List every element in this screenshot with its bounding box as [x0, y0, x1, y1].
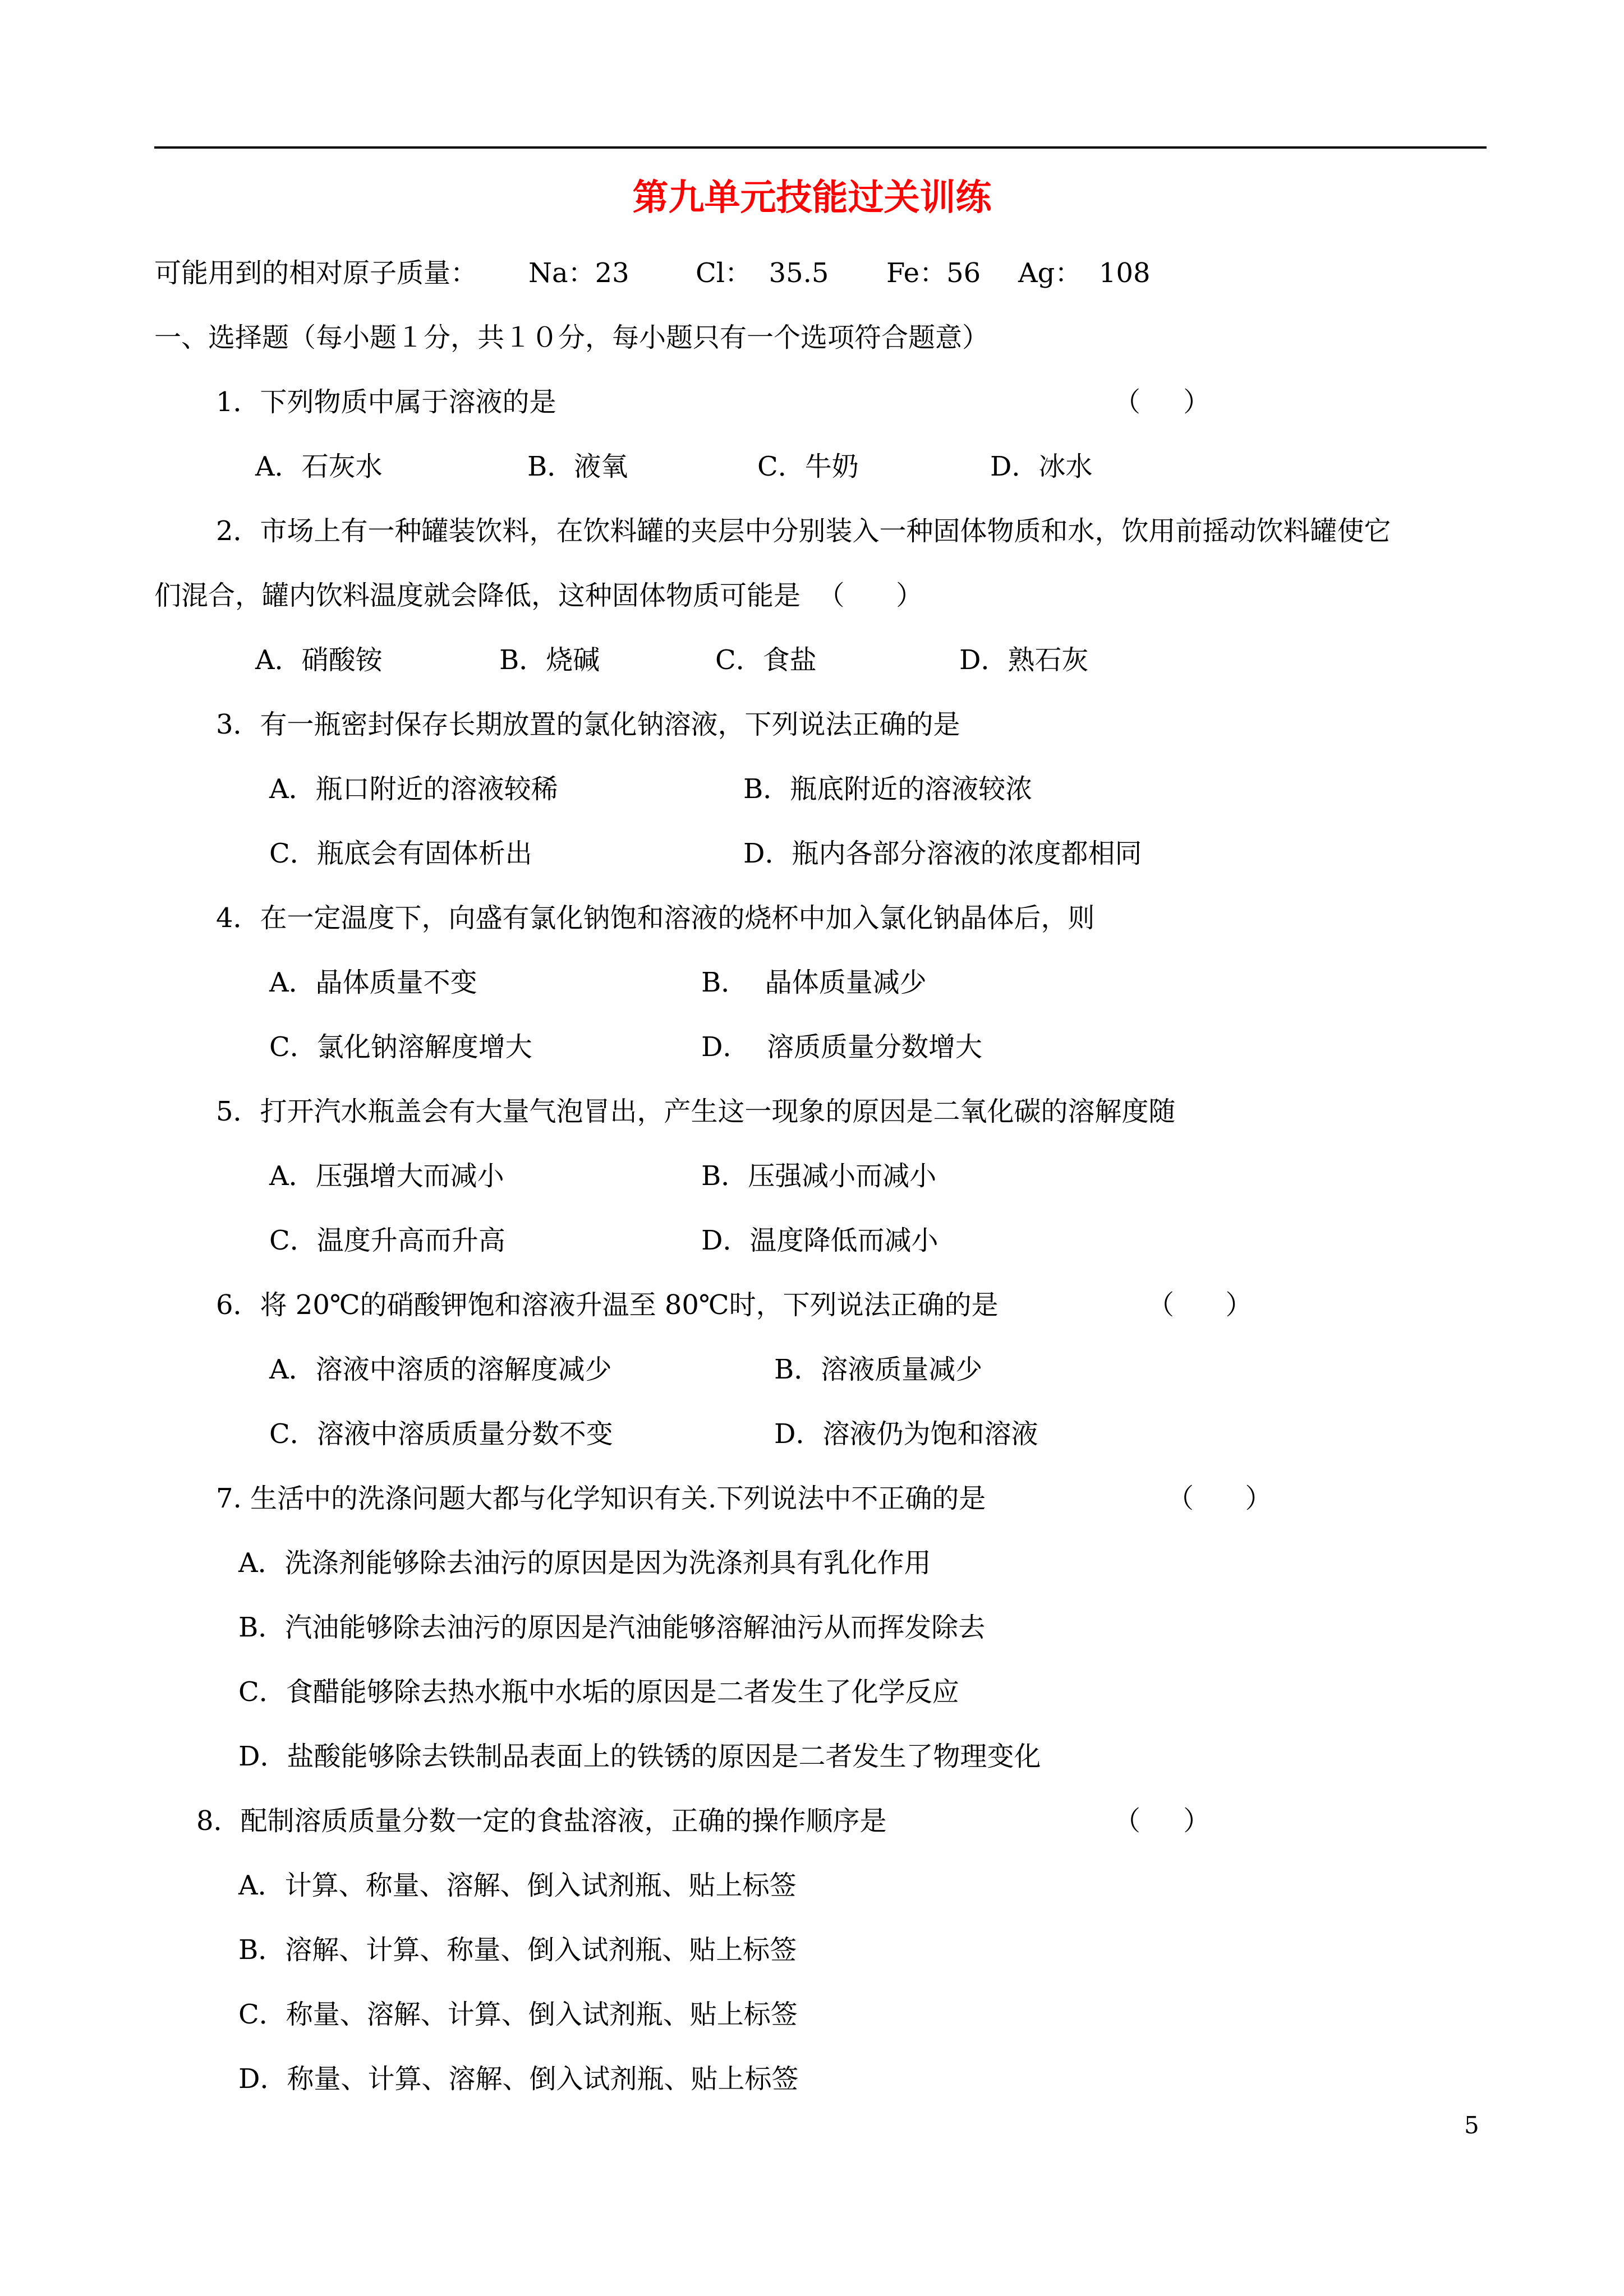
question-2-option-c: C．食盐 [715, 644, 817, 676]
atomic-masses-label: 可能用到的相对原子质量： [154, 257, 478, 289]
question-3-option-c: C．瓶底会有固体析出 [269, 838, 532, 869]
question-5-stem: 5．打开汽水瓶盖会有大量气泡冒出，产生这一现象的原因是二氧化碳的溶解度随 [216, 1096, 1176, 1127]
question-1-option-b: B．液氧 [527, 451, 628, 482]
question-2-option-d: D．熟石灰 [959, 644, 1089, 676]
question-4-option-a: A．晶体质量不变 [269, 967, 477, 998]
question-4-option-c: C．氯化钠溶解度增大 [269, 1031, 532, 1063]
question-5-option-d: D．温度降低而减小 [701, 1225, 938, 1256]
question-5-option-b: B．压强减小而减小 [701, 1160, 937, 1192]
atomic-mass-fe: Fe：56 [886, 257, 981, 289]
question-8-option-a: A．计算、称量、溶解、倒入试剂瓶、贴上标签 [238, 1870, 797, 1901]
question-5-option-a: A．压强增大而减小 [269, 1160, 504, 1192]
page-number: 5 [1464, 2111, 1479, 2139]
question-6-option-c: C．溶液中溶质质量分数不变 [269, 1418, 613, 1450]
question-6-stem: 6．将 20℃的硝酸钾饱和溶液升温至 80℃时，下列说法正确的是 [216, 1289, 999, 1321]
question-4-option-b: B． 晶体质量减少 [701, 967, 927, 998]
question-6-option-d: D．溶液仍为饱和溶液 [774, 1418, 1038, 1450]
question-1-option-d: D．冰水 [990, 451, 1093, 482]
atomic-mass-na: Na：23 [528, 257, 629, 289]
question-5-option-c: C．温度升高而升高 [269, 1225, 505, 1256]
question-3-option-d: D．瓶内各部分溶液的浓度都相同 [743, 838, 1142, 869]
header-rule [154, 146, 1487, 149]
question-8-option-c: C．称量、溶解、计算、倒入试剂瓶、贴上标签 [238, 1999, 798, 2030]
question-7-option-a: A．洗涤剂能够除去油污的原因是因为洗涤剂具有乳化作用 [238, 1547, 931, 1579]
question-7-option-d: D．盐酸能够除去铁制品表面上的铁锈的原因是二者发生了物理变化 [238, 1741, 1041, 1772]
question-2-option-a: A．硝酸铵 [255, 644, 383, 676]
question-1-option-a: A．石灰水 [255, 451, 383, 482]
question-8-answer-blank: （ ） [1114, 1805, 1211, 1837]
question-3-stem: 3．有一瓶密封保存长期放置的氯化钠溶液，下列说法正确的是 [216, 709, 960, 740]
question-3-option-b: B．瓶底附近的溶液较浓 [743, 773, 1033, 805]
question-1-stem: 1．下列物质中属于溶液的是 [216, 386, 556, 418]
section-heading: 一、选择题（每小题１分，共１０分，每小题只有一个选项符合题意） [154, 322, 990, 353]
question-1-answer-blank: （ ） [1114, 386, 1211, 418]
question-7-option-b: B．汽油能够除去油污的原因是汽油能够溶解油污从而挥发除去 [238, 1612, 986, 1643]
atomic-mass-cl: Cl： 35.5 [696, 257, 829, 289]
question-6-answer-blank: （ ） [1147, 1289, 1253, 1321]
question-8-option-d: D．称量、计算、溶解、倒入试剂瓶、贴上标签 [238, 2063, 799, 2095]
question-8-stem: 8．配制溶质质量分数一定的食盐溶液，正确的操作顺序是 [196, 1805, 887, 1837]
question-2-option-b: B．烧碱 [499, 644, 600, 676]
question-1-option-c: C．牛奶 [757, 451, 859, 482]
question-4-stem: 4．在一定温度下，向盛有氯化钠饱和溶液的烧杯中加入氯化钠晶体后，则 [216, 902, 1095, 934]
page-title: 第九单元技能过关训练 [632, 177, 992, 219]
question-2-stem-line2: 们混合，罐内饮料温度就会降低，这种固体物质可能是 （ ） [154, 580, 923, 611]
question-7-stem: 7. 生活中的洗涤问题大都与化学知识有关.下列说法中不正确的是 [216, 1483, 986, 1514]
atomic-mass-ag: Ag： 108 [1018, 257, 1151, 289]
question-4-option-d: D． 溶质质量分数增大 [701, 1031, 983, 1063]
question-6-option-b: B．溶液质量减少 [774, 1354, 983, 1385]
question-7-option-c: C．食醋能够除去热水瓶中水垢的原因是二者发生了化学反应 [238, 1676, 959, 1708]
question-7-answer-blank: （ ） [1167, 1483, 1272, 1514]
question-8-option-b: B．溶解、计算、称量、倒入试剂瓶、贴上标签 [238, 1934, 797, 1966]
question-6-option-a: A．溶液中溶质的溶解度减少 [269, 1354, 612, 1385]
question-2-stem-line1: 2．市场上有一种罐装饮料，在饮料罐的夹层中分别装入一种固体物质和水，饮用前摇动饮料罐使它 [216, 515, 1391, 547]
question-3-option-a: A．瓶口附近的溶液较稀 [269, 773, 558, 805]
